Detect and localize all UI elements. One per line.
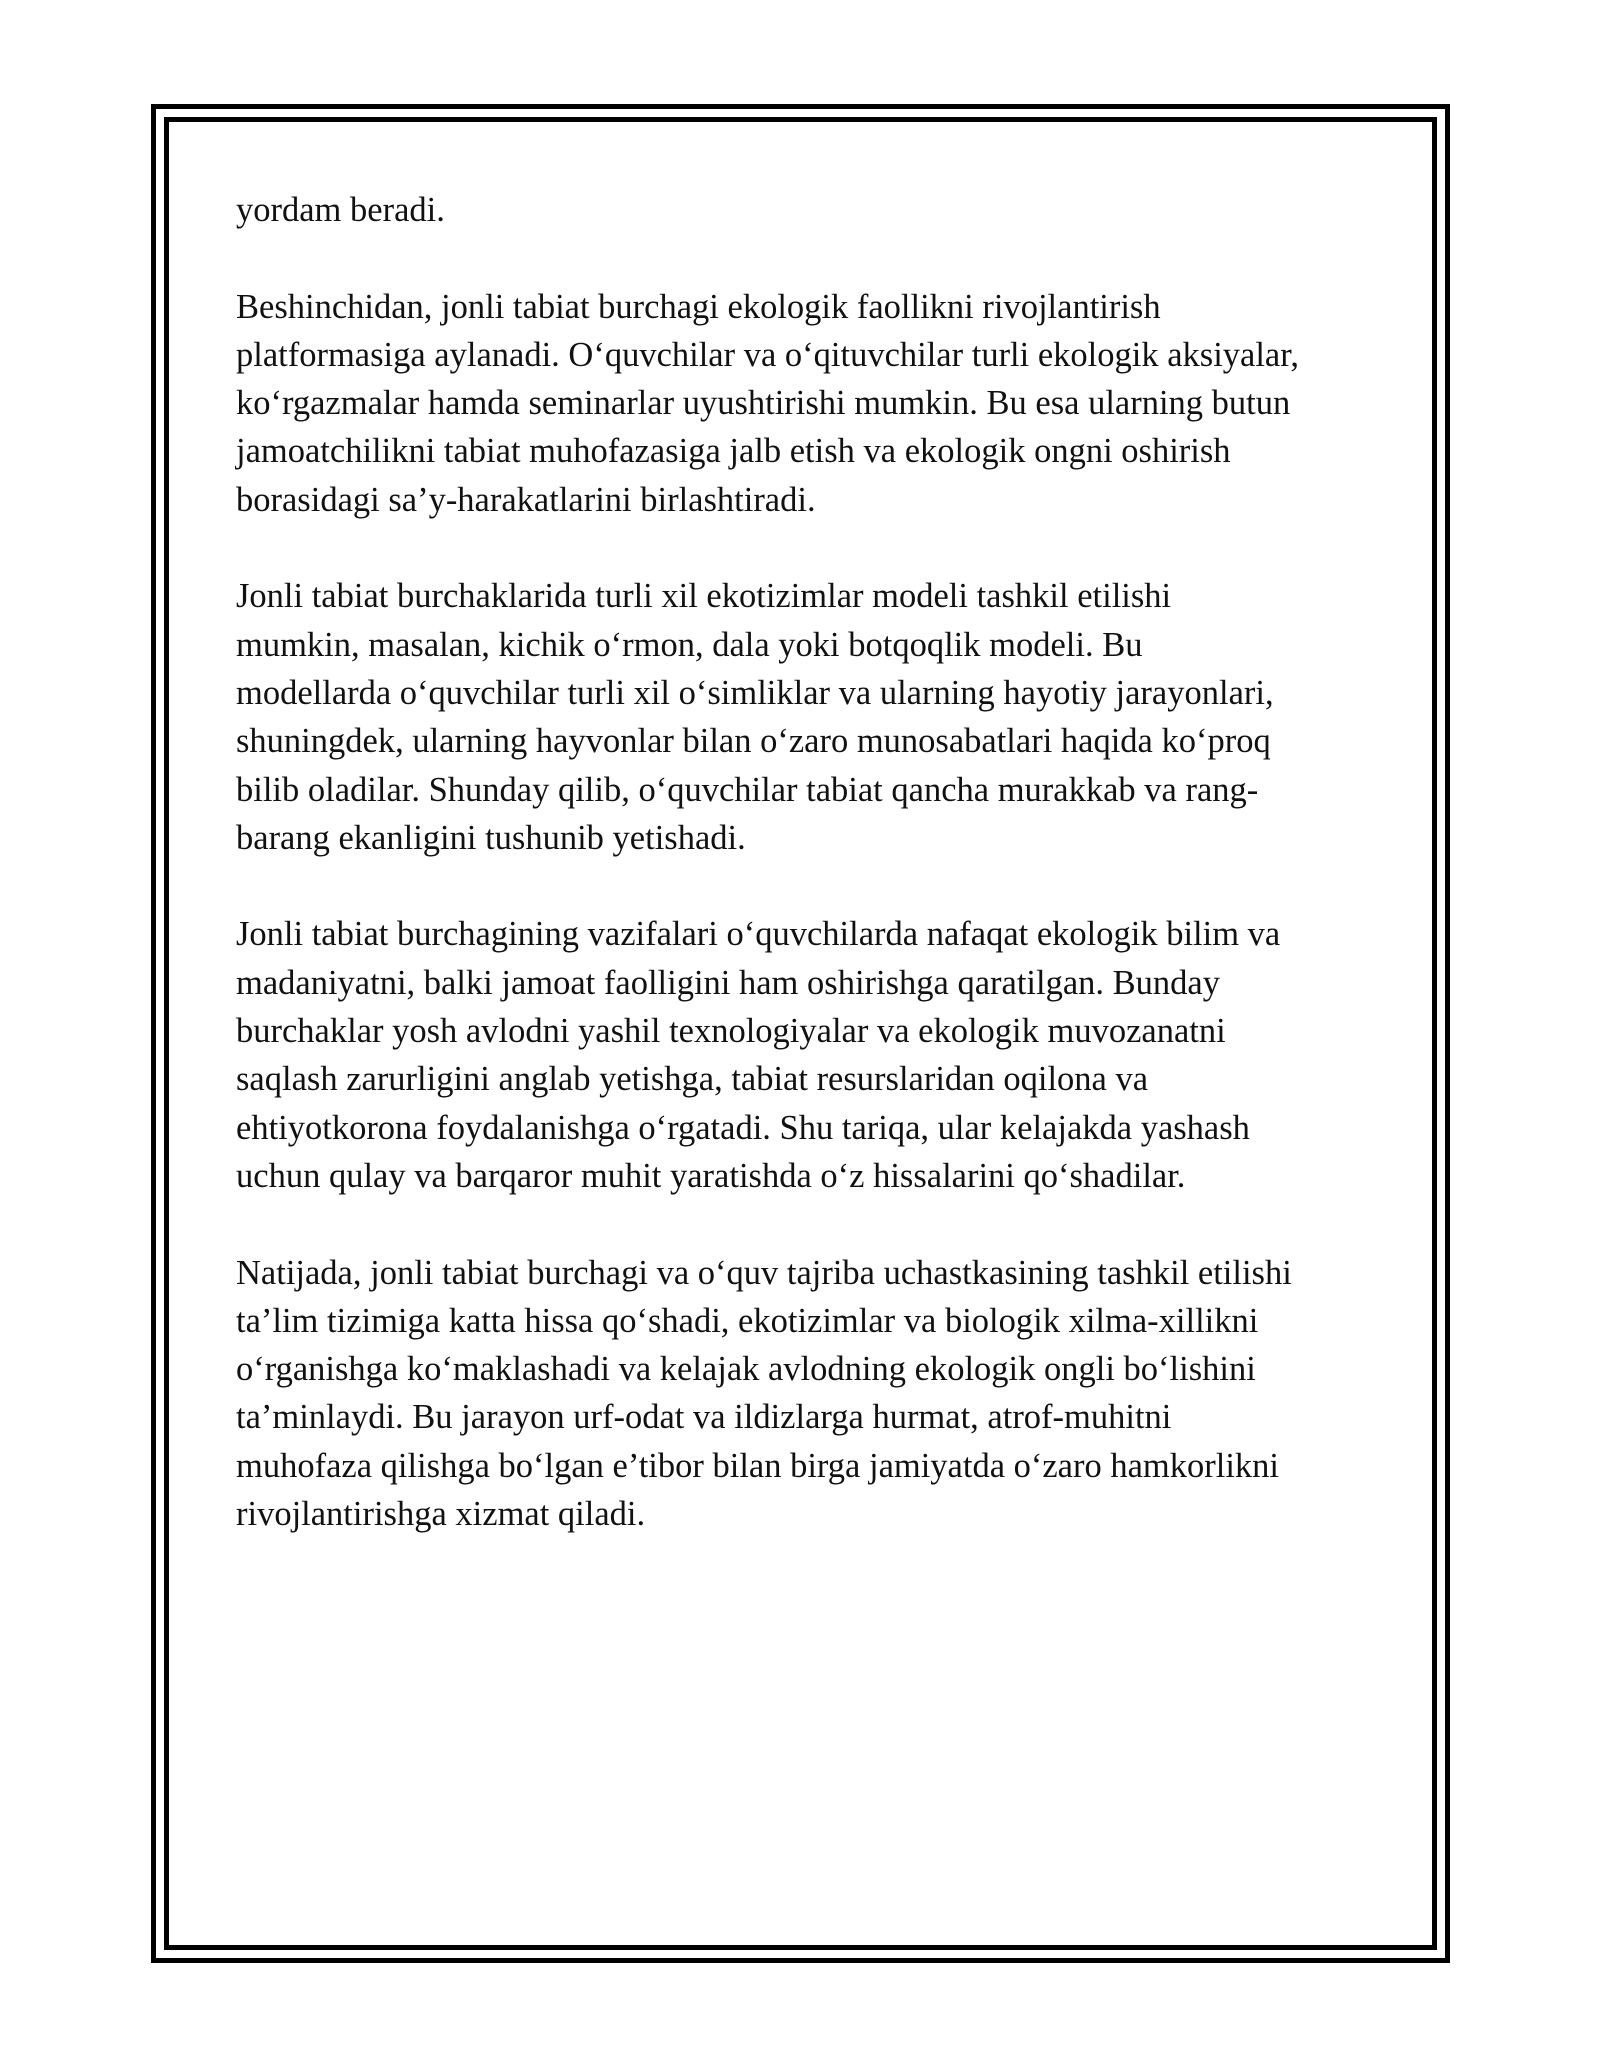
text-line: bilib oladilar. Shunday qilib, o‘quvchilar tabiat qancha murakkab va rang- xyxy=(236,770,1259,809)
text-line: ta’minlaydi. Bu jarayon urf-odat va ildizlarga hurmat, atrof-muhitni xyxy=(236,1398,1172,1437)
text-line: ehtiyotkorona foydalanishga o‘rgatadi. Shu tariqa, ular kelajakda yashash xyxy=(236,1108,1250,1147)
text-line: ko‘rgazmalar hamda seminarlar uyushtirishi mumkin. Bu esa ularning butun xyxy=(236,384,1291,423)
text-line: borasidagi sa’y-harakatlarini birlashtiradi. xyxy=(236,480,816,519)
text-line: muhofaza qilishga bo‘lgan e’tibor bilan birga jamiyatda o‘zaro hamkorlikni xyxy=(236,1446,1280,1485)
document-body xyxy=(236,186,1366,1587)
text-line: yordam beradi. xyxy=(236,191,445,229)
text-line: mumkin, masalan, kichik o‘rmon, dala yoki botqoqlik modeli. Bu xyxy=(236,625,1143,664)
text-line: Natijada, jonli tabiat burchagi va o‘quv tajriba uchastkasining tashkil etilishi xyxy=(236,1253,1292,1292)
text-line: Jonli tabiat burchaklarida turli xil ekotizimlar modeli tashkil etilishi xyxy=(236,577,1172,616)
text-line: burchaklar yosh avlodni yashil texnologiyalar va ekologik muvozanatni xyxy=(236,1012,1226,1051)
text-line: rivojlantirishga xizmat qiladi. xyxy=(236,1495,646,1534)
text-line: madaniyatni, balki jamoat faolligini ham oshirishga qaratilgan. Bunday xyxy=(236,963,1220,1002)
text-line: Jonli tabiat burchagining vazifalari o‘quvchilarda nafaqat ekologik bilim va xyxy=(236,915,1281,954)
text-line: barang ekanligini tushunib yetishadi. xyxy=(236,818,746,857)
text-line: Beshinchidan, jonli tabiat burchagi ekologik faollikni rivojlantirish xyxy=(236,287,1161,326)
text-line: o‘rganishga ko‘maklashadi va kelajak avlodning ekologik ongli bo‘lishini xyxy=(236,1350,1256,1389)
text-line: modellarda o‘quvchilar turli xil o‘simliklar va ularning hayotiy jarayonlari, xyxy=(236,673,1274,712)
paragraph-1 xyxy=(236,186,1366,234)
text-line: uchun qulay va barqaror muhit yaratishda o‘z hissalarini qo‘shadilar. xyxy=(236,1156,1186,1195)
text-line: jamoatchilikni tabiat muhofazasiga jalb etish va ekologik ongni oshirish xyxy=(236,432,1231,471)
text-line: shuningdek, ularning hayvonlar bilan o‘zaro munosabatlari haqida ko‘proq xyxy=(236,722,1271,761)
text-line: platformasiga aylanadi. O‘quvchilar va o‘qituvchilar turli ekologik aksiyalar, xyxy=(236,335,1299,374)
text-line: ta’lim tizimiga katta hissa qo‘shadi, ekotizimlar va biologik xilma-xillikni xyxy=(236,1301,1259,1340)
paragraph-2 xyxy=(236,283,1366,524)
text-line: saqlash zarurligini anglab yetishga, tabiat resurslaridan oqilona va xyxy=(236,1060,1149,1099)
paragraph-5 xyxy=(236,1249,1366,1539)
paragraph-3 xyxy=(236,572,1366,862)
paragraph-4 xyxy=(236,910,1366,1200)
